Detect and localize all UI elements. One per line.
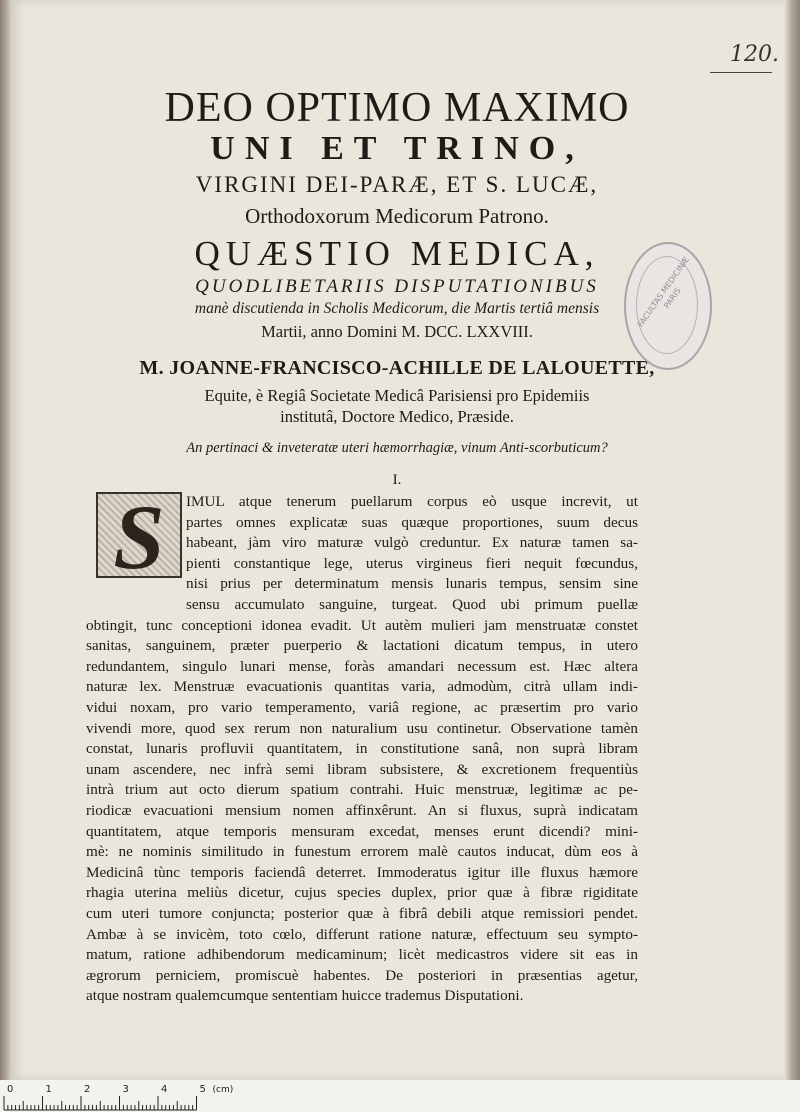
drop-cap-letter: S <box>113 486 165 588</box>
measurement-ruler <box>0 1080 800 1112</box>
questio-title: QUÆSTIO MEDICA, <box>194 234 600 273</box>
body-line: constat, lunaris profluvii quantitatem, in constitutione sanâ, non suprà libram <box>86 740 638 758</box>
disputation-line: QUODLIBETARIIS DISPUTATIONIBUS <box>195 276 599 297</box>
ruler-unit: (cm) <box>212 1085 234 1095</box>
body-line: unam ascendere, nec infrà semi libram subsistere, & excretionem frequentiùs <box>86 760 638 778</box>
page-edge-left <box>0 0 10 1080</box>
body-line: partes omnes explicatæ suas quæque proportiones, suum decus <box>186 513 638 531</box>
section-number: I. <box>392 472 402 488</box>
body-line: ægrorum perniciem, promiscuè habentes. De posteriori in præsentias agetur, <box>86 966 638 984</box>
ruler-label: 3 <box>122 1084 129 1095</box>
body-line: naturæ lex. Menstruæ evacuationis quantitas varia, admodùm, citrà ullam indi- <box>86 678 638 696</box>
body-line: atque nostram qualemcumque sententiam huicce trademus Disputationi. <box>86 987 524 1005</box>
body-line: cum uteri tumore conjuncta; posterior quæ à fibrâ debili atque remissiori pendet. <box>86 905 638 922</box>
body-line: quantitatem, atque temporis mensuram excedat, menses erunt dicendi? mini- <box>86 822 638 840</box>
body-line: redundantem, singulo lunari mense, foràs amandari necessum est. Hæc altera <box>86 657 638 675</box>
body-line: Ambæ à se invicèm, toto cœlo, differunt ratione naturæ, effectuum seu sympto- <box>86 925 638 943</box>
page-edge-right <box>784 0 800 1080</box>
body-line: vivendi more, quod sex rerum non naturalium usu continetur. Observatione tamèn <box>86 719 638 737</box>
body-line: sanitas, sanguinem, præter puerperio & lactationi dicatum tempus, in utero <box>86 637 638 655</box>
body-line: riodicæ evacuationi mensium nomen affinxêrunt. An si fluxus, suprà indicatam <box>86 802 638 819</box>
library-stamp-text: FACULTAS MEDICINÆ PARIS <box>635 255 692 329</box>
library-stamp <box>624 242 712 370</box>
title-line-4: Orthodoxorum Medicorum Patrono. <box>245 204 549 228</box>
ruler-label: 2 <box>84 1084 91 1095</box>
praeses-title-1: Equite, è Regiâ Societate Medicâ Parisiensi pro Epidemiis <box>204 386 590 405</box>
thesis-question: An pertinaci & inveteratæ uteri hæmorrhagiæ, vinum Anti-scorbuticum? <box>186 440 608 456</box>
ruler-label: 5 <box>199 1084 206 1095</box>
body-line: obtingit, tunc conceptioni idonea evadit. Ut autèm mulieri jam menstruatæ constet <box>86 616 638 634</box>
body-line: matum, ratione adhibendorum medicaminum; licèt medicastros videre sit eas in <box>86 946 638 964</box>
body-line: IMUL atque tenerum puellarum corpus eò usque increvit, ut <box>186 493 638 510</box>
title-line-2: UNI ET TRINO, <box>210 130 584 167</box>
body-line: habeant, jàm viro maturæ vulgò creduntur. Ex naturæ tamen sa- <box>186 534 638 552</box>
body-line: rhagia uterina meliùs dicetur, cujus species duplex, prior quæ à fibræ rigiditate <box>86 884 638 902</box>
drop-cap <box>96 486 182 588</box>
ruler-scale <box>0 1080 800 1112</box>
body-line: pienti constantique lege, uterus virgineus fieri nequit fœcundus, <box>186 554 638 572</box>
body-line: mè: ne nominis similitudo in funestum errorem malè cautos inducat, dùm eos à <box>86 843 638 861</box>
ruler-label: 1 <box>45 1084 52 1095</box>
body-line: intrà trium aut octo dierum spatium contrahi. Huic menstruæ, legitimæ ac pe- <box>86 781 638 799</box>
body-line: nisi prius per determinatum mensis lunaris tempus, sensim sine <box>186 575 638 593</box>
date-line-1: manè discutienda in Scholis Medicorum, die Martis tertiâ mensis <box>194 300 600 317</box>
praeses-title-2: institutâ, Doctore Medico, Præside. <box>280 407 514 426</box>
title-line-3: VIRGINI DEI-PARÆ, ET S. LUCÆ, <box>195 172 599 197</box>
body-line: Medicinâ tùnc temporis faciendâ deterret. Immoderatus igitur ille fluxus hæmore <box>86 863 638 881</box>
title-line-1: DEO OPTIMO MAXIMO <box>164 85 630 131</box>
ruler-label: 0 <box>7 1084 14 1095</box>
body-line: vidui noxam, pro vario temperamento, variâ regione, ac præsertim pro vario <box>86 699 638 716</box>
ruler-label: 4 <box>161 1084 168 1095</box>
document-page <box>10 0 784 1080</box>
body-line: sensu accumulato sanguine, turgeat. Quod ubi primum puellæ <box>186 596 638 613</box>
date-line-2: Martii, anno Domini M. DCC. LXXVIII. <box>261 322 533 341</box>
praeses-name: M. JOANNE-FRANCISCO-ACHILLE DE LALOUETTE, <box>139 357 655 379</box>
folio-underline <box>710 72 772 73</box>
folio-number: 120. <box>730 42 779 67</box>
